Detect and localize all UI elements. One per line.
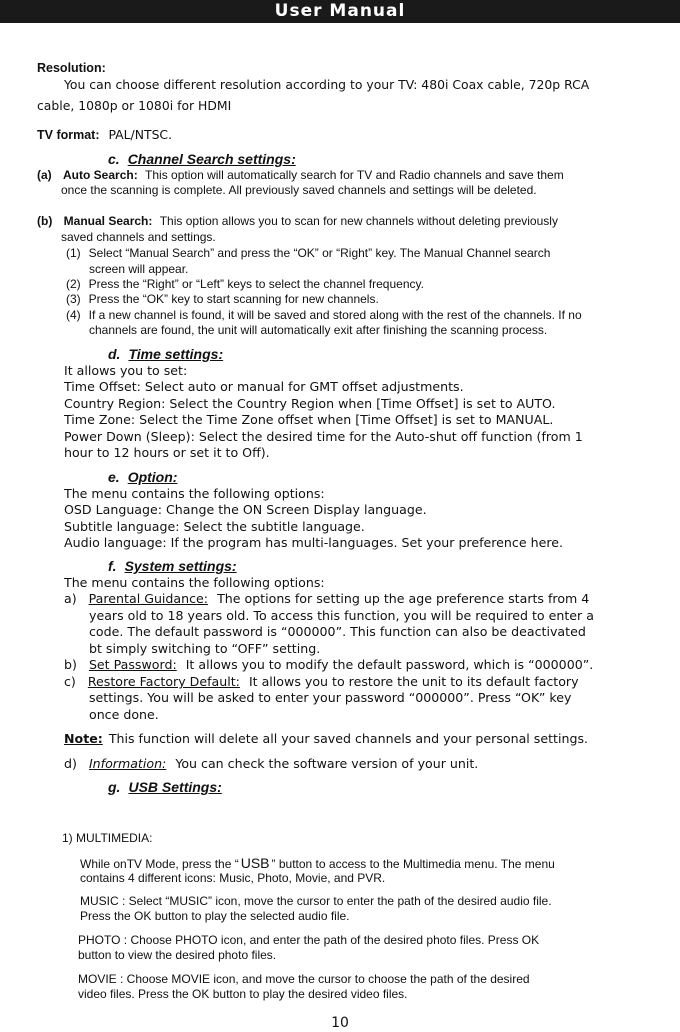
step-2: (2) Press the “Right” or “Left” keys to select the channel frequency. [66,277,424,291]
music-line-1: MUSIC : Select “MUSIC” icon, move the cursor to enter the path of the desired audio file. [80,894,552,908]
time-line: Country Region: Select the Country Region when [Time Offset] is set to AUTO. [64,396,556,411]
option-line: The menu contains the following options: [64,486,325,501]
resolution-line-1: You can choose different resolution according to your TV: 480i Coax cable, 720p RCA [64,77,590,92]
step-4-line-2: channels are found, the unit will automatically exit after finishing the scanning process. [89,323,548,337]
option-line: Subtitle language: Select the subtitle language. [64,519,365,534]
section-e-heading: e. Option: [108,469,178,485]
section-d-heading: d. Time settings: [108,346,224,362]
multimedia-heading: 1) MULTIMEDIA: [62,831,153,845]
restore-default-line-1: c) Restore Factory Default: It allows you to restore the unit to its default factory [64,674,579,689]
step-1-line-2: screen will appear. [89,262,189,276]
tv-format-label: TV format: [37,128,100,142]
option-line: OSD Language: Change the ON Screen Display language. [64,502,427,517]
manual-search-line-2: saved channels and settings. [61,230,216,244]
parental-guidance-line-1: a) Parental Guidance: The options for setting up the age preference starts from 4 [64,591,590,606]
usb-key-text: USB [240,855,270,871]
restore-default-line-3: once done. [89,707,159,722]
set-password-line: b) Set Password: It allows you to modify the default password, which is “000000”. [64,657,594,672]
step-3: (3) Press the “OK” key to start scanning for new channels. [66,292,379,306]
set-password-label: Set Password: [88,657,177,672]
auto-search-line-2: once the scanning is complete. All previously saved channels and settings will be deleted. [61,183,537,197]
manual-search-line-1: (b) Manual Search: This option allows you to scan for new channels without deleting previously [37,214,558,228]
note-label: Note: [64,731,103,746]
movie-line-1: MOVIE : Choose MOVIE icon, and move the cursor to choose the path of the desired [78,972,530,986]
time-line: Time Zone: Select the Time Zone offset when [Time Offset] is set to MANUAL. [64,412,554,427]
header-bar [0,0,680,23]
time-line: It allows you to set: [64,363,188,378]
photo-line-1: PHOTO : Choose PHOTO icon, and enter the path of the desired photo files. Press OK [78,933,540,947]
parental-guidance-label: Parental Guidance: [88,591,209,606]
parental-guidance-line-2: years old to 18 years old. To access this function, you will be required to enter a [89,608,594,623]
manual-search-label: Manual Search: [63,214,153,228]
system-intro: The menu contains the following options: [64,575,325,590]
tv-format-value: PAL/NTSC. [108,127,173,142]
time-line: Power Down (Sleep): Select the desired time for the Auto-shut off function (from 1 [64,429,583,444]
information-line: d) Information: You can check the software version of your unit. [64,756,479,771]
information-label: Information: [88,756,167,771]
option-line: Audio language: If the program has multi-languages. Set your preference here. [64,535,563,550]
parental-guidance-line-4: bt simply switching to “OFF” setting. [89,641,321,656]
section-g-heading: g. USB Settings: [108,779,222,795]
step-4-line-1: (4) If a new channel is found, it will be saved and stored along with the rest of the channels. If no [66,308,582,322]
restore-default-label: Restore Factory Default: [87,674,240,689]
music-line-2: Press the OK button to play the selected audio file. [80,909,350,923]
time-line: Time Offset: Select auto or manual for GMT offset adjustments. [64,379,464,394]
time-line: hour to 12 hours or set it to Off). [64,445,270,460]
page-number: 10 [331,1015,349,1031]
resolution-line-2: cable, 1080p or 1080i for HDMI [37,98,232,113]
page-title: User Manual [274,1,406,21]
section-c-heading: c. Channel Search settings: [108,151,296,167]
tv-format [37,126,172,144]
restore-default-line-2: settings. You will be asked to enter your password “000000”. Press “OK” key [89,690,572,705]
multimedia-line-2: contains 4 different icons: Music, Photo, Movie, and PVR. [80,871,386,885]
parental-guidance-line-3: code. The default password is “000000”. This function can also be deactivated [89,624,586,639]
movie-line-2: video files. Press the OK button to play the desired video files. [78,987,408,1001]
section-f-heading: f. System settings: [108,558,237,574]
photo-line-2: button to view the desired photo files. [78,948,277,962]
auto-search-label: Auto Search: [63,168,138,182]
auto-search-line-1: (a) Auto Search: This option will automatically search for TV and Radio channels and save them [37,168,564,182]
resolution-label: Resolution: [37,61,106,75]
note-line: Note: This function will delete all your saved channels and your personal settings. [64,731,589,746]
multimedia-line-1: While onTV Mode, press the “ USB ” button to access to the Multimedia menu. The menu [80,855,555,871]
step-1-line-1: (1) Select “Manual Search” and press the “OK” or “Right” key. The Manual Channel search [66,246,551,260]
